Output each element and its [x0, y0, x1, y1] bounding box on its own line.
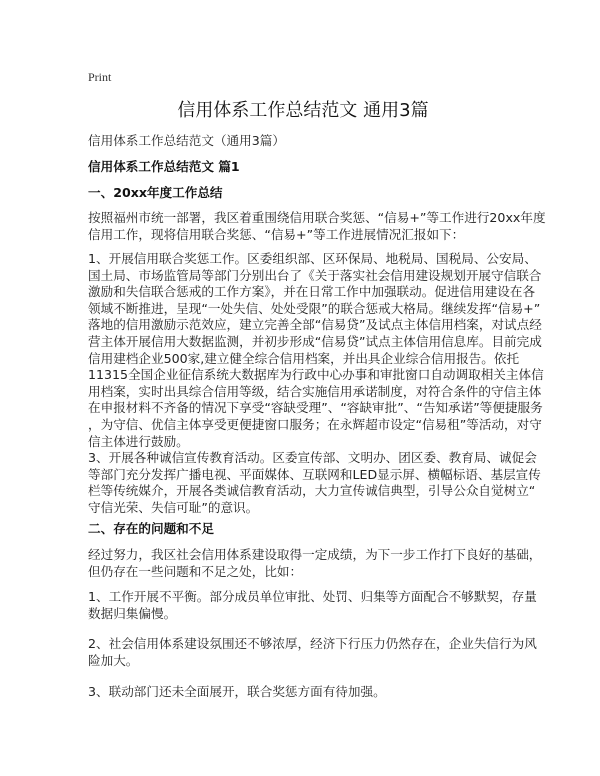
text-line: 但仍存在一些问题和不足之处，比如： — [88, 563, 303, 579]
text-line: 11315全国企业征信系统大数据库为行政中心办事和审批窗口自动调取相关主体信 — [88, 367, 544, 383]
problem2-paragraph — [88, 636, 537, 669]
section1-heading: 一、20xx年度工作总结 — [88, 185, 223, 200]
text-line: 信用建档企业500家,建立健全综合信用档案，并出具企业综合信用报告。依托 — [88, 350, 520, 366]
text-line: 领域不断推进，呈现“一处失信、处处受限”的联合惩戒大格局。继续发挥“信易+” — [88, 300, 541, 316]
text-line: 栏等传统媒介，开展各类诚信教育活动，大力宣传诚信典型，引导公众自觉树立“ — [88, 483, 536, 499]
text-line: 数据归集偏慢。 — [88, 605, 177, 621]
section2-heading: 二、存在的问题和不足 — [88, 521, 214, 536]
text-line: 营主体开展信用大数据监测，并初步形成“信易贷”试点主体信用信息库。目前完成 — [88, 333, 542, 349]
section2-intro-paragraph — [88, 547, 541, 580]
text-line: 落地的信用激励示范效应，建立完善全部“信易贷”及试点主体信用档案，对试点经 — [88, 317, 542, 333]
text-line: 1、工作开展不平衡。部分成员单位审批、处罚、归集等方面配合不够默契，存量 — [88, 589, 537, 604]
text-line: 1、开展信用联合奖惩工作。区委组织部、区环保局、地税局、国税局、公安局、 — [88, 251, 537, 266]
text-line: 险加大。 — [88, 652, 139, 668]
text-line: 在申报材料不齐备的情况下享受“容缺受理”、“容缺审批”、“告知承诺”等便捷服务 — [88, 400, 543, 416]
intro-paragraph — [88, 210, 546, 243]
article-heading: 信用体系工作总结范文 篇1 — [88, 159, 240, 174]
item1-paragraph — [88, 251, 544, 450]
text-line: 信主体进行鼓励。 — [88, 433, 189, 449]
print-link[interactable]: Print — [88, 70, 112, 84]
subtitle: 信用体系工作总结范文（通用3篇） — [88, 133, 285, 148]
item3-paragraph — [88, 450, 541, 516]
text-line: 信用工作，现将信用联合奖惩、“信易+”等工作进展情况汇报如下： — [88, 226, 465, 242]
text-line: 守信光荣、失信可耻”的意识。 — [88, 499, 259, 515]
text-line: 2、社会信用体系建设氛围还不够浓厚，经济下行压力仍然存在，企业失信行为风 — [88, 636, 537, 651]
text-line: 用档案，实时出具综合信用等级，结合实施信用承诺制度，对符合条件的守信主体 — [88, 383, 542, 399]
problem1-paragraph — [88, 589, 537, 622]
text-line: ，为守信、优信主体享受更便捷窗口服务；在永辉超市设定“信易租”等活动，对守 — [88, 416, 542, 432]
text-line: 3、开展各种诚信宣传教育活动。区委宣传部、文明办、团区委、教育局、诚促会 — [88, 450, 537, 465]
problem3-paragraph — [88, 684, 386, 701]
text-line: 激励和失信联合惩戒的工作方案》，并在日常工作中加强联动。促进信用建设在各 — [88, 284, 536, 300]
text-line: 等部门充分发挥广播电视、平面媒体、互联网和LED显示屏、横幅标语、基层宣传 — [88, 466, 541, 482]
text-line: 按照福州市统一部署，我区着重围绕信用联合奖惩、“信易+”等工作进行20xx年度 — [88, 210, 546, 225]
page-title: 信用体系工作总结范文 通用3篇 — [177, 100, 429, 121]
text-line: 国土局、市场监管局等部门分别出台了《关于落实社会信用建设规划开展守信联合 — [88, 267, 542, 283]
text-line: 经过努力，我区社会信用体系建设取得一定成绩，为下一步工作打下良好的基础， — [88, 547, 542, 562]
text-line: 3、联动部门还未全面展开，联合奖惩方面有待加强。 — [88, 684, 386, 699]
